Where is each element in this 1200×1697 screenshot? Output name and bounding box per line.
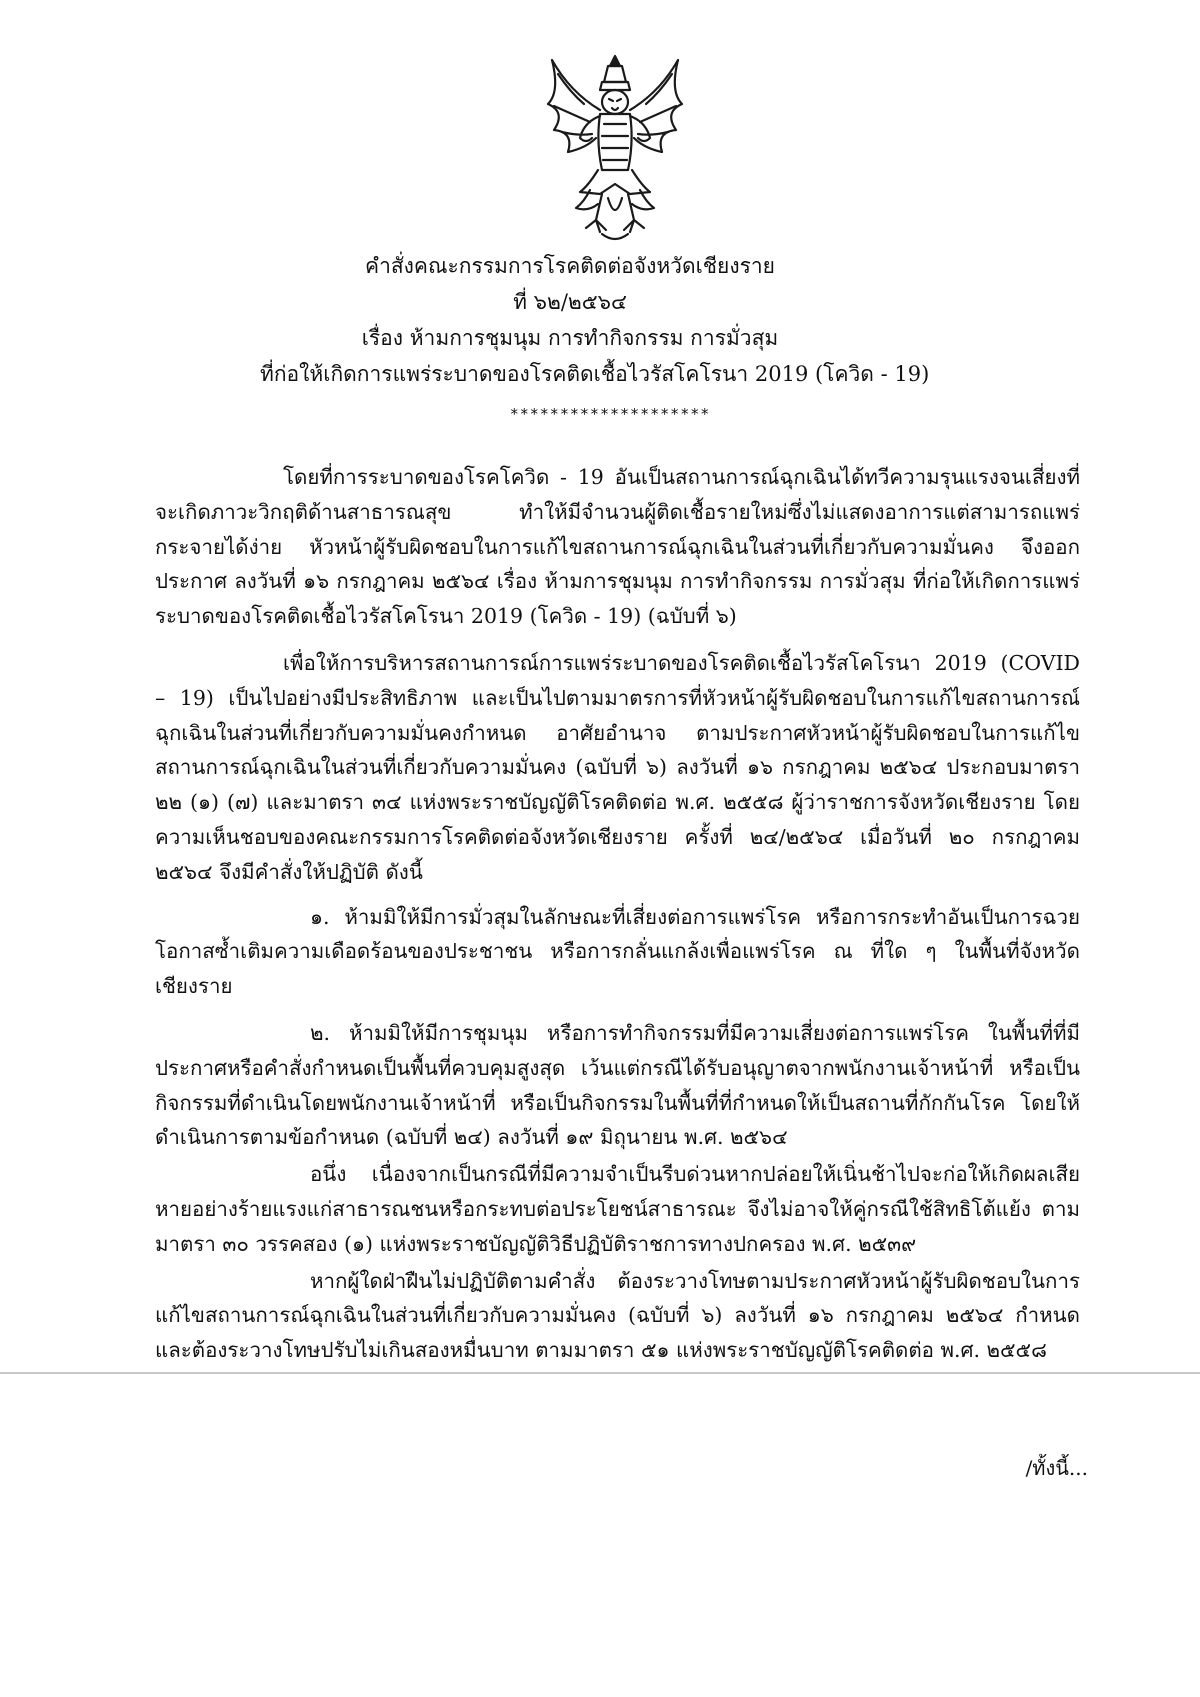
- paragraph-authority: เพื่อให้การบริหารสถานการณ์การแพร่ระบาดของโรคติดเชื้อไวรัสโคโรนา 2019 (COVID – 19) เป็นไปอย่างมีประสิทธิภาพ และเป็นไปตามมาตรการที่หัวหน้าผู้รับผิดชอบในการแก้ไขสถานการณ์ฉุกเฉินในส่วนที่เกี่ยวกับความมั่นคงกำหนด อาศัยอำนาจ ตามประกาศหัวหน้าผู้รับผิดชอบในการแก้ไขสถานการณ์ฉุกเฉินในส่วนที่เกี่ยวกับความมั่นคง (ฉบับที่ ๖) ลงวันที่ ๑๖ กรกฎาคม ๒๕๖๔ ประกอบมาตรา ๒๒ (๑) (๗) และมาตรา ๓๔ แห่งพระราชบัญญัติโรคติดต่อ พ.ศ. ๒๕๕๘ ผู้ว่าราชการจังหวัดเชียงราย โดยความเห็นชอบของคณะกรรมการโรคติดต่อจังหวัดเชียงราย ครั้งที่ ๒๔/๒๕๖๔ เมื่อวันที่ ๒๐ กรกฎาคม ๒๕๖๔ จึงมีคำสั่งให้ปฏิบัติ ดังนี้: [155, 650, 1080, 884]
- paragraph-urgency: อนึ่ง เนื่องจากเป็นกรณีที่มีความจำเป็นรีบด่วนหากปล่อยให้เนิ่นช้าไปจะก่อให้เกิดผลเสียหายอย่างร้ายแรงแก่สาธารณชนหรือกระทบต่อประโยชน์สาธารณะ จึงไม่อาจให้คู่กรณีใช้สิทธิโต้แย้ง ตามมาตรา ๓๐ วรรคสอง (๑) แห่งพระราชบัญญัติวิธีปฏิบัติราชการทางปกครอง พ.ศ. ๒๕๓๙: [155, 1162, 1080, 1256]
- order-number: ที่ ๖๒/๒๕๖๔: [513, 290, 627, 314]
- continuation-marker: /ทั้งนี้...: [1025, 1456, 1088, 1480]
- garuda-emblem-icon: [540, 52, 690, 247]
- order-item-2: ๒. ห้ามมิให้มีการชุมนุม หรือการทำกิจกรรมที่มีความเสี่ยงต่อการแพร่โรค ในพื้นที่ที่มีประกาศหรือคำสั่งกำหนดเป็นพื้นที่ควบคุมสูงสุด เว้นแต่กรณีได้รับอนุญาตจากพนักงานเจ้าหน้าที่ หรือเป็นกิจกรรมที่ดำเนินโดยพนักงานเจ้าหน้าที่ หรือเป็นกิจกรรมในพื้นที่ที่กำหนดให้เป็นสถานที่กักกันโรค โดยให้ดำเนินการตามข้อกำหนด (ฉบับที่ ๒๔) ลงวันที่ ๑๙ มิถุนายน พ.ศ. ๒๕๖๔: [155, 1020, 1080, 1150]
- separator-stars: ********************: [509, 405, 711, 423]
- order-subject-continued: ที่ก่อให้เกิดการแพร่ระบาดของโรคติดเชื้อไวรัสโคโรนา 2019 (โควิด - 19): [260, 362, 930, 386]
- order-issuer-title: คำสั่งคณะกรรมการโรคติดต่อจังหวัดเชียงราย: [365, 254, 775, 278]
- scan-divider-line: [0, 1372, 1200, 1374]
- paragraph-background: โดยที่การระบาดของโรคโควิด - 19 อันเป็นสถานการณ์ฉุกเฉินได้ทวีความรุนแรงจนเสี่ยงที่จะเกิดภาวะวิกฤติด้านสาธารณสุข ทำให้มีจำนวนผู้ติดเชื้อรายใหม่ซึ่งไม่แสดงอาการแต่สามารถแพร่กระจายได้ง่าย หัวหน้าผู้รับผิดชอบในการแก้ไขสถานการณ์ฉุกเฉินในส่วนที่เกี่ยวกับความมั่นคง จึงออกประกาศ ลงวันที่ ๑๖ กรกฎาคม ๒๕๖๔ เรื่อง ห้ามการชุมนุม การทำกิจกรรม การมั่วสุม ที่ก่อให้เกิดการแพร่ระบาดของโรคติดเชื้อไวรัสโคโรนา 2019 (โควิด - 19) (ฉบับที่ ๖): [155, 465, 1080, 629]
- paragraph-penalty: หากผู้ใดฝ่าฝืนไม่ปฏิบัติตามคำสั่ง ต้องระวางโทษตามประกาศหัวหน้าผู้รับผิดชอบในการแก้ไขสถานการณ์ฉุกเฉินในส่วนที่เกี่ยวกับความมั่นคง (ฉบับที่ ๖) ลงวันที่ ๑๖ กรกฎาคม ๒๕๖๔ กำหนด และต้องระวางโทษปรับไม่เกินสองหมื่นบาท ตามมาตรา ๕๑ แห่งพระราชบัญญัติโรคติดต่อ พ.ศ. ๒๕๕๘: [155, 1268, 1080, 1363]
- order-body: [155, 460, 1080, 1380]
- order-item-1: ๑. ห้ามมิให้มีการมั่วสุมในลักษณะที่เสี่ยงต่อการแพร่โรค หรือการกระทำอันเป็นการฉวยโอกาสซ้ำเติมความเดือดร้อนของประชาชน หรือการกลั่นแกล้งเพื่อแพร่โรค ณ ที่ใด ๆ ในพื้นที่จังหวัดเชียงราย: [155, 904, 1080, 999]
- order-header: [260, 248, 930, 392]
- order-subject: เรื่อง ห้ามการชุมนุม การทำกิจกรรม การมั่วสุม: [361, 326, 779, 350]
